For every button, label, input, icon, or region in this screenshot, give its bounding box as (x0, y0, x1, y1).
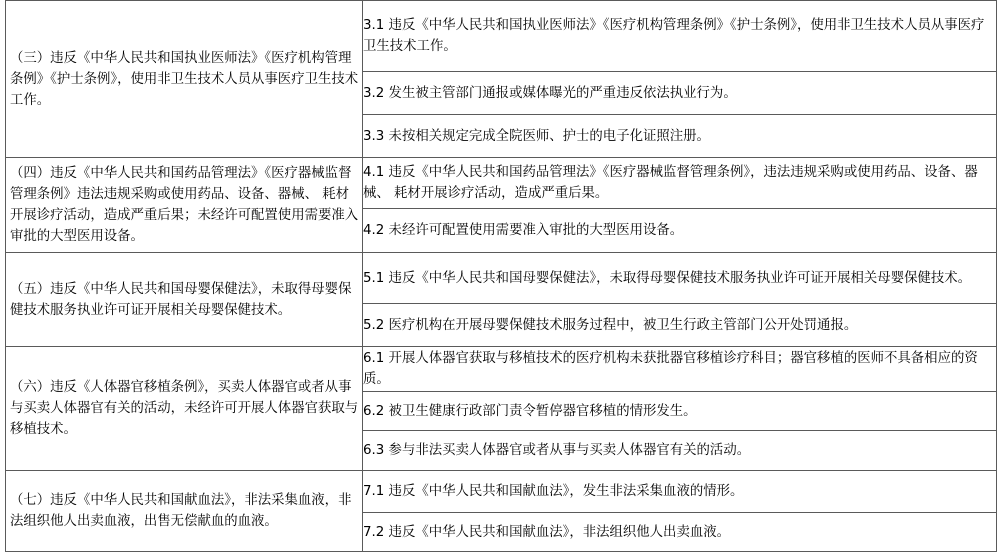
category-cell-5 (5, 252, 363, 347)
item-text: 6.2 被卫生健康行政部门责令暂停器官移植的情形发生。 (363, 403, 697, 419)
item-cell-6-3 (362, 430, 997, 471)
item-cell-3-3 (362, 114, 997, 158)
item-cell-7-1 (362, 470, 997, 513)
item-cell-3-2 (362, 71, 997, 115)
item-text: 7.2 违反《中华人民共和国献血法》，非法组织他人出卖血液。 (363, 524, 731, 540)
item-text: 5.2 医疗机构在开展母婴保健技术服务过程中，被卫生行政主管部门公开处罚通报。 (363, 317, 858, 333)
item-column (362, 0, 997, 552)
category-column (5, 0, 362, 552)
item-cell-7-2 (362, 512, 997, 552)
item-cell-5-2 (362, 303, 997, 347)
category-cell-6 (5, 346, 363, 471)
item-text: 6.1 开展人体器官获取与移植技术的医疗机构未获批器官移植诊疗科目；器官移植的医师不具备相应的资质。 (363, 351, 978, 387)
category-text: （四）违反《中华人民共和国药品管理法》《医疗器械监督管理条例》违法违规采购或使用药品、设备、器械、 耗材开展诊疗活动，造成严重后果；未经许可配置使用需要准入审批的大型医用设备。 (10, 166, 359, 244)
category-text: （六）违反《人体器官移植条例》，买卖人体器官或者从事与买卖人体器官有关的活动，未经许可开展人体器官获取与移植技术。 (10, 380, 359, 437)
category-cell-3 (5, 0, 363, 158)
item-text: 5.1 违反《中华人民共和国母婴保健法》，未取得母婴保健技术服务执业许可证开展相关母婴保健技术。 (363, 270, 972, 286)
item-text: 7.1 违反《中华人民共和国献血法》，发生非法采集血液的情形。 (363, 484, 744, 499)
item-cell-4-1 (362, 157, 997, 209)
item-cell-6-2 (362, 391, 997, 431)
item-cell-4-2 (362, 208, 997, 253)
item-text: 3.1 违反《中华人民共和国执业医师法》《医疗机构管理条例》《护士条例》，使用非卫生技术人员从事医疗卫生技术工作。 (363, 18, 985, 54)
category-cell-7 (5, 470, 363, 552)
item-text: 6.3 参与非法买卖人体器官或者从事与买卖人体器官有关的活动。 (363, 443, 751, 458)
item-text: 4.1 违反《中华人民共和国药品管理法》《医疗器械监督管理条例》，违法违规采购或使用药品、设备、器械、 耗材开展诊疗活动，造成严重后果。 (363, 165, 978, 201)
item-text: 4.2 未经许可配置使用需要准入审批的大型医用设备。 (363, 223, 684, 238)
category-text: （三）违反《中华人民共和国执业医师法》《医疗机构管理条例》《护士条例》，使用非卫生技术人员从事医疗卫生技术工作。 (10, 50, 359, 108)
item-text: 3.2 发生被主管部门通报或媒体曝光的严重违反依法执业行为。 (363, 85, 737, 101)
item-cell-3-1 (362, 0, 997, 72)
category-text: （五）违反《中华人民共和国母婴保健法》，未取得母婴保健技术服务执业许可证开展相关母婴保健技术。 (10, 281, 352, 318)
category-text: （七）违反《中华人民共和国献血法》，非法采集血液，非法组织他人出卖血液，出售无偿献血的血液。 (10, 493, 352, 529)
category-cell-4 (5, 157, 363, 253)
item-cell-6-1 (362, 346, 997, 392)
item-cell-5-1 (362, 252, 997, 304)
item-text: 3.3 未按相关规定完成全院医师、护士的电子化证照注册。 (363, 128, 710, 144)
